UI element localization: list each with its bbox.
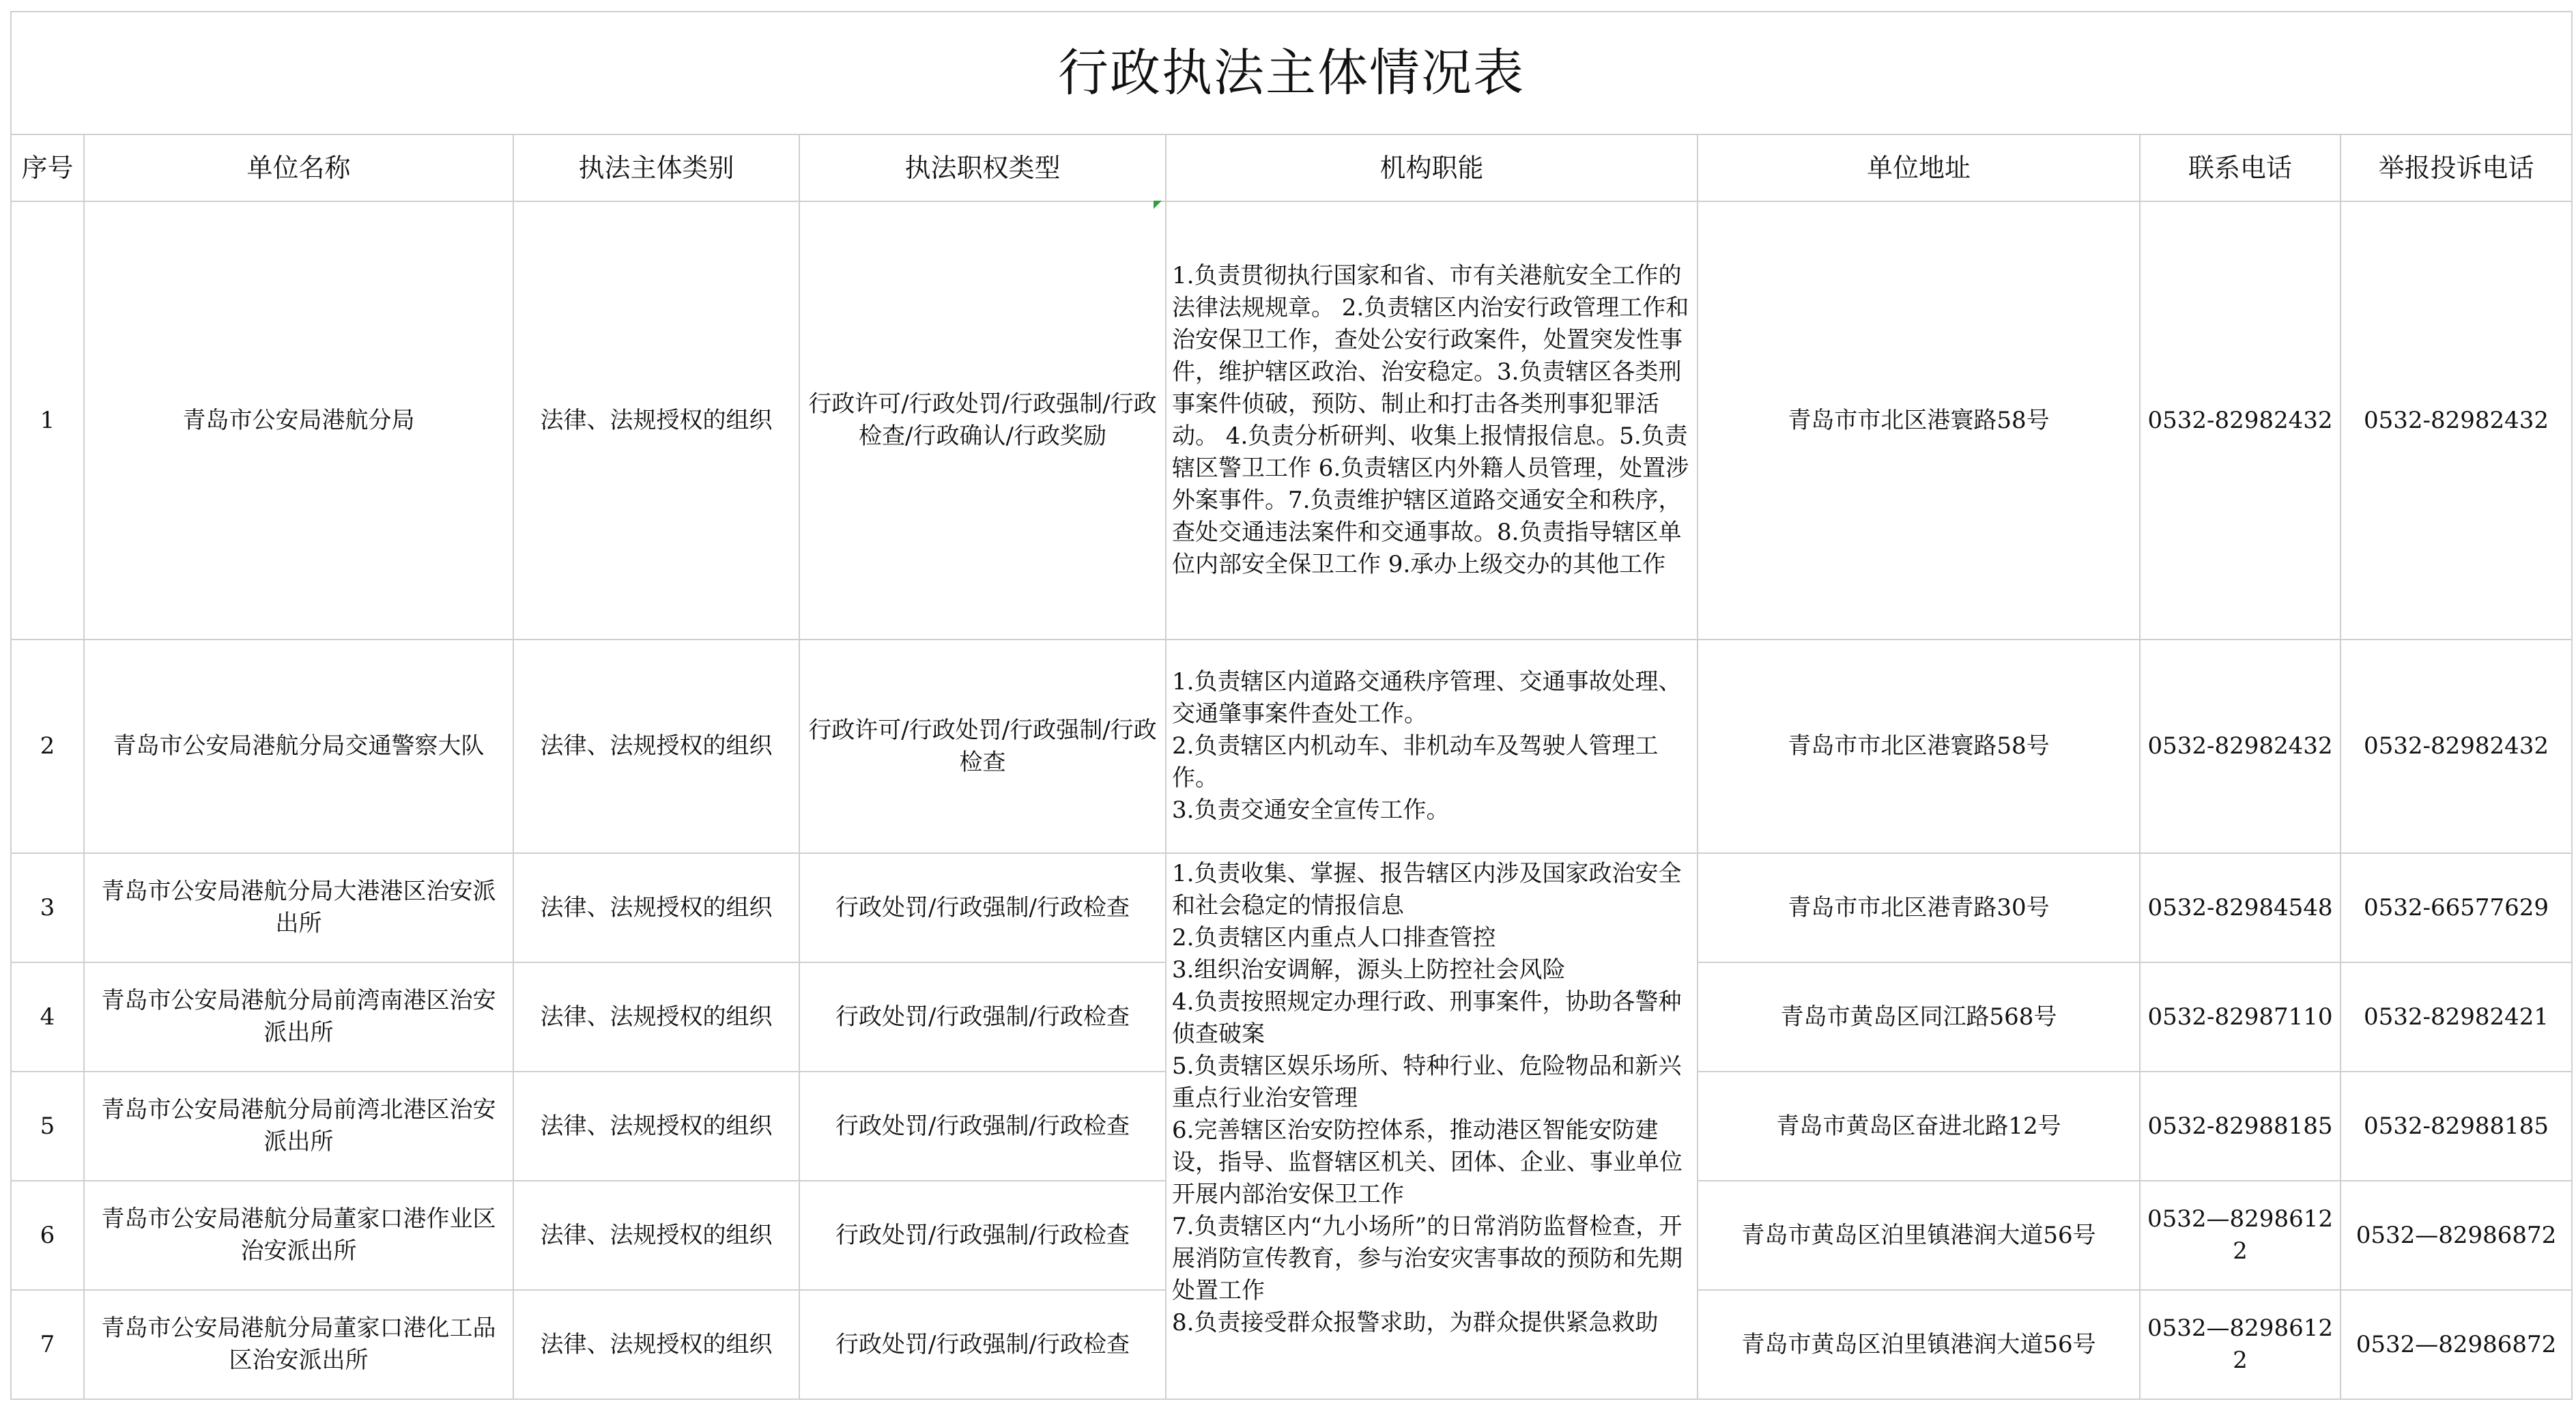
function-line: 3.组织治安调解，源头上防控社会风险	[1172, 956, 1566, 984]
cell-unit: 青岛市公安局港航分局董家口港作业区治安派出所	[84, 1181, 513, 1290]
function-line: 5.负责辖区娱乐场所、特种行业、危险物品和新兴重点行业治安管理	[1172, 1052, 1682, 1112]
cell-phone: 0532—82986122	[2140, 1290, 2341, 1399]
function-line: 4.负责按照规定办理行政、刑事案件，协助各警种侦查破案	[1172, 988, 1682, 1048]
cell-address: 青岛市市北区港寰路58号	[1698, 201, 2140, 640]
cell-category: 法律、法规授权的组织	[513, 1290, 799, 1399]
cell-category: 法律、法规授权的组织	[513, 640, 799, 853]
function-line: 8.负责接受群众报警求助，为群众提供紧急救助	[1172, 1309, 1659, 1336]
cell-report: 0532-82982421	[2341, 962, 2572, 1072]
cell-phone: 0532-82982432	[2140, 640, 2341, 853]
function-line: 2.负责辖区内机动车、非机动车及驾驶人管理工作。	[1172, 732, 1659, 792]
cell-report: 0532—82986872	[2341, 1181, 2572, 1290]
cell-address: 青岛市黄岛区泊里镇港润大道56号	[1698, 1181, 2140, 1290]
cell-unit: 青岛市公安局港航分局交通警察大队	[84, 640, 513, 853]
cell-unit: 青岛市公安局港航分局前湾南港区治安派出所	[84, 962, 513, 1072]
cell-phone: 0532-82984548	[2140, 853, 2341, 962]
cell-unit: 青岛市公安局港航分局大港港区治安派出所	[84, 853, 513, 962]
table-title: 行政执法主体情况表	[11, 12, 2572, 134]
cell-address: 青岛市市北区港青路30号	[1698, 853, 2140, 962]
cell-power: 行政处罚/行政强制/行政检查	[799, 1181, 1166, 1290]
cell-category: 法律、法规授权的组织	[513, 853, 799, 962]
cell-seq: 4	[11, 962, 84, 1072]
cell-phone: 0532-82982432	[2140, 201, 2341, 640]
cell-power: 行政处罚/行政强制/行政检查	[799, 962, 1166, 1072]
cell-function: 1.负责贯彻执行国家和省、市有关港航安全工作的法律法规规章。 2.负责辖区内治安行政管理工作和治安保卫工作，查处公安行政案件，处置突发性事件，维护辖区政治、治安稳定。3.负责辖区各类刑事案件侦破，预防、制止和打击各类刑事犯罪活动。 4.负责分析研判、收集上报情报信息。5.负责辖区警卫工作 6.负责辖区内外籍人员管理，处置涉外案事件。7.负责维护辖区道路交通安全和秩序，查处交通违法案件和交通事故。8.负责指导辖区单位内部安全保卫工作 9.承办上级交办的其他工作	[1166, 201, 1698, 640]
cell-address: 青岛市市北区港寰路58号	[1698, 640, 2140, 853]
function-line: 6.完善辖区治安防控体系，推动港区智能安防建设，指导、监督辖区机关、团体、企业、事业单位开展内部治安保卫工作	[1172, 1117, 1683, 1208]
cell-address: 青岛市黄岛区泊里镇港润大道56号	[1698, 1290, 2140, 1399]
header-seq: 序号	[11, 134, 84, 201]
cell-power: 行政许可/行政处罚/行政强制/行政检查	[799, 640, 1166, 853]
table-row	[11, 853, 2572, 962]
cell-report: 0532-66577629	[2341, 853, 2572, 962]
cell-seq: 6	[11, 1181, 84, 1290]
table-row	[11, 640, 2572, 853]
function-line: 3.负责交通安全宣传工作。	[1172, 797, 1450, 824]
cell-phone: 0532-82988185	[2140, 1072, 2341, 1181]
cell-report: 0532-82982432	[2341, 640, 2572, 853]
function-line: 1.负责收集、掌握、报告辖区内涉及国家政治安全和社会稳定的情报信息	[1172, 860, 1682, 919]
header-address: 单位地址	[1698, 134, 2140, 201]
cell-report: 0532—82986872	[2341, 1290, 2572, 1399]
spreadsheet	[10, 11, 2571, 1402]
cell-seq: 7	[11, 1290, 84, 1399]
cell-report: 0532-82982432	[2341, 201, 2572, 640]
cell-seq: 3	[11, 853, 84, 962]
cell-unit: 青岛市公安局港航分局	[84, 201, 513, 640]
cell-power: 行政处罚/行政强制/行政检查	[799, 1072, 1166, 1181]
cell-function	[1166, 640, 1698, 853]
header-phone: 联系电话	[2140, 134, 2341, 201]
function-line: 7.负责辖区内“九小场所”的日常消防监督检查，开展消防宣传教育，参与治安灾害事故的预防和先期处置工作	[1172, 1213, 1683, 1304]
cell-report: 0532-82988185	[2341, 1072, 2572, 1181]
cell-phone: 0532-82987110	[2140, 962, 2341, 1072]
cell-power: 行政处罚/行政强制/行政检查	[799, 1290, 1166, 1399]
cell-seq: 5	[11, 1072, 84, 1181]
cell-seq: 2	[11, 640, 84, 853]
cell-function-shared	[1166, 853, 1698, 1399]
cell-category: 法律、法规授权的组织	[513, 201, 799, 640]
cell-unit: 青岛市公安局港航分局董家口港化工品区治安派出所	[84, 1290, 513, 1399]
cell-unit: 青岛市公安局港航分局前湾北港区治安派出所	[84, 1072, 513, 1181]
cell-power: 行政处罚/行政强制/行政检查	[799, 853, 1166, 962]
header-report: 举报投诉电话	[2341, 134, 2572, 201]
cell-category: 法律、法规授权的组织	[513, 962, 799, 1072]
function-line: 1.负责辖区内道路交通秩序管理、交通事故处理、交通肇事案件查处工作。	[1172, 668, 1682, 728]
table-row	[11, 201, 2572, 640]
header-category: 执法主体类别	[513, 134, 799, 201]
function-line: 2.负责辖区内重点人口排查管控	[1172, 924, 1496, 951]
cell-comment-indicator	[1154, 201, 1162, 209]
header-unit: 单位名称	[84, 134, 513, 201]
cell-category: 法律、法规授权的组织	[513, 1181, 799, 1290]
cell-phone: 0532—82986122	[2140, 1181, 2341, 1290]
cell-address: 青岛市黄岛区同江路568号	[1698, 962, 2140, 1072]
cell-address: 青岛市黄岛区奋进北路12号	[1698, 1072, 2140, 1181]
cell-seq: 1	[11, 201, 84, 640]
cell-power: 行政许可/行政处罚/行政强制/行政检查/行政确认/行政奖励	[799, 201, 1166, 640]
cell-category: 法律、法规授权的组织	[513, 1072, 799, 1181]
header-power: 执法职权类型	[799, 134, 1166, 201]
header-function: 机构职能	[1166, 134, 1698, 201]
enforcement-table	[10, 11, 2573, 1400]
